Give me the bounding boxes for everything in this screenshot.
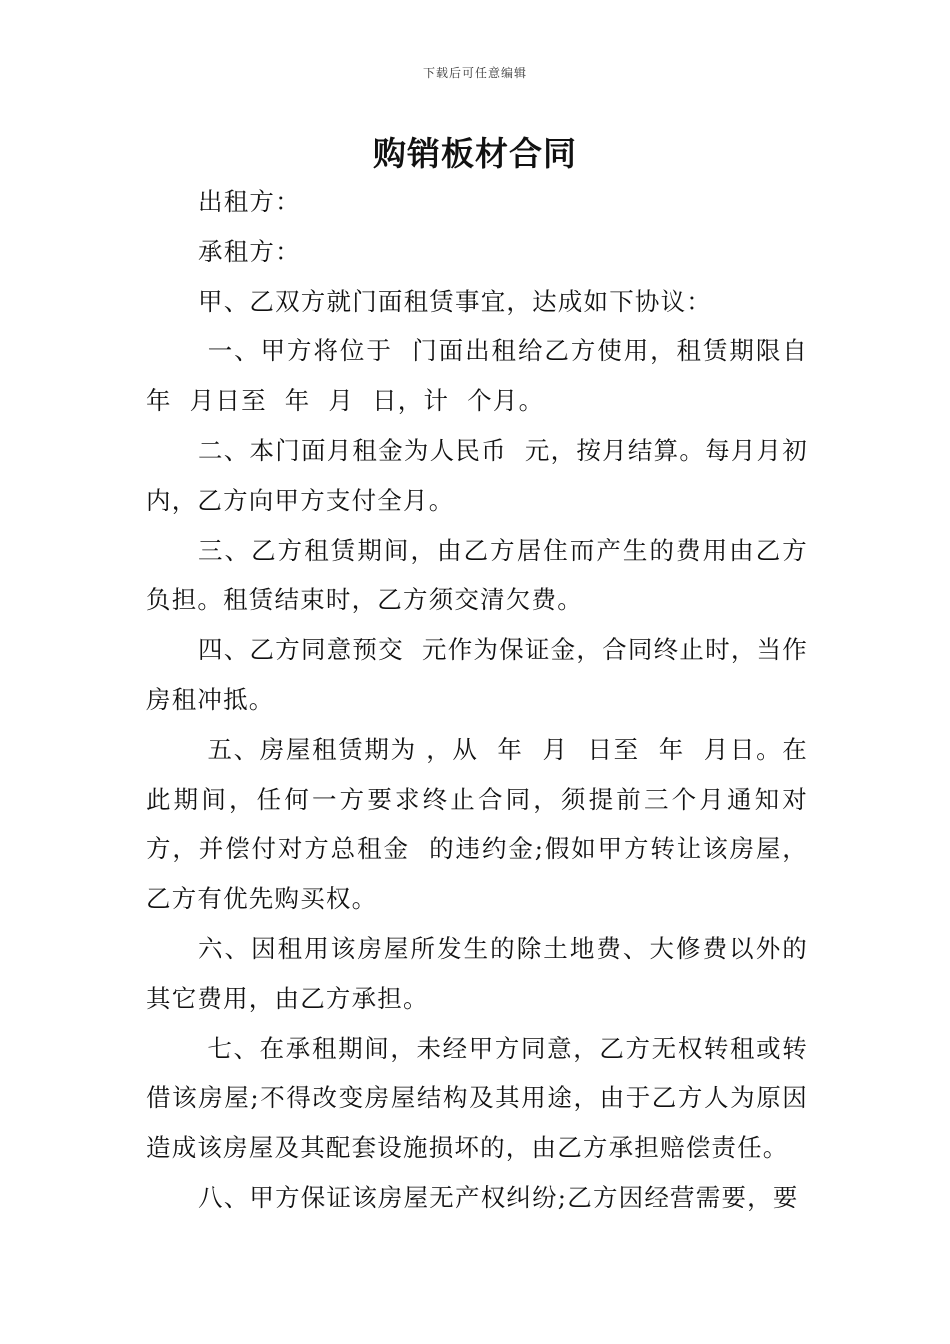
clause-3: 三、乙方租赁期间，由乙方居住而产生的费用由乙方负担。租赁结束时，乙方须交清欠费。: [146, 535, 808, 615]
clause-5: 五、房屋租赁期为 ，从 年 月 日至 年 月日。在此期间，任何一方要求终止合同，须提前三个月通知对方，并偿付对方总租金 的违约金;假如甲方转让该房屋，乙方有优先购买权。: [146, 734, 808, 914]
lessor-line: 出租方：: [198, 187, 301, 216]
header-note: 下载后可任意编辑: [422, 66, 527, 80]
lessee-line: 承租方：: [198, 236, 301, 266]
clause-4: 四、乙方同意预交 元作为保证金，合同终止时，当作房租冲抵。: [146, 635, 808, 714]
clause-7: 七、在承租期间，未经甲方同意，乙方无权转租或转借该房屋;不得改变房屋结构及其用途，由于乙方人为原因造成该房屋及其配套设施损坏的，由乙方承担赔偿责任。: [146, 1033, 808, 1163]
clause-8: 八、甲方保证该房屋无产权纠纷;乙方因经营需要，要: [198, 1182, 799, 1212]
contract-body: [146, 177, 817, 1223]
document-title: 购销板材合同: [373, 134, 577, 173]
clause-2: 二、本门面月租金为人民币 元，按月结算。每月月初 内，乙方向甲方支付全月。: [146, 435, 817, 515]
clause-1: 一、甲方将位于 门面出租给乙方使用，租赁期限自 年 月日至 年 月 日，计 个月。: [146, 336, 817, 416]
agreement-intro: 甲、乙双方就门面租赁事宜，达成如下协议：: [198, 286, 712, 316]
clause-6: 六、因租用该房屋所发生的除土地费、大修费以外的其它费用，由乙方承担。: [146, 933, 808, 1013]
